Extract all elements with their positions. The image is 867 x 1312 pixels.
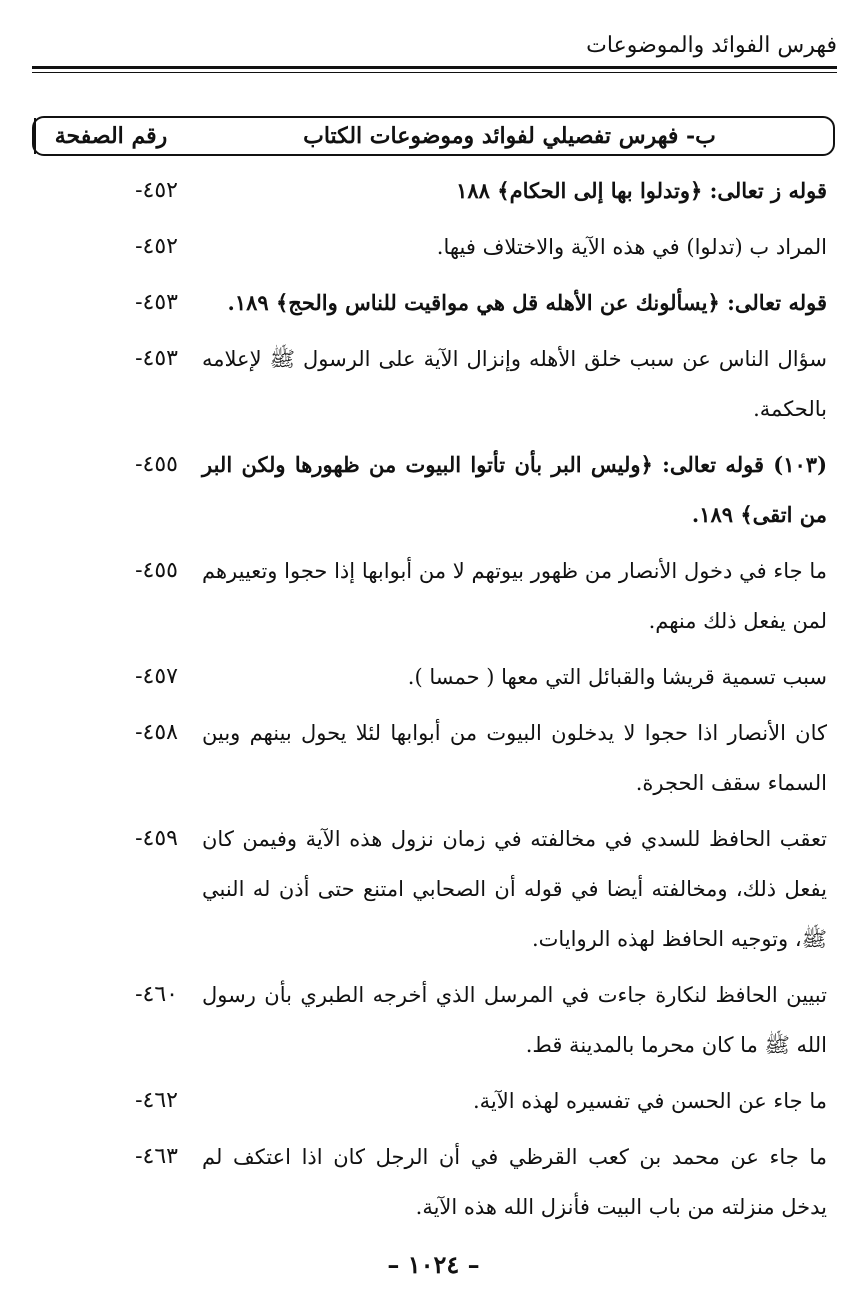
list-item [32, 278, 835, 328]
table-header [32, 116, 835, 156]
page-number: – ١٠٢٤ – [387, 1250, 480, 1279]
list-item [32, 1076, 835, 1126]
entry-page-number: ٤٥٢- [135, 178, 178, 203]
list-item [32, 1132, 835, 1232]
entry-page-number: ٤٦٣- [135, 1144, 178, 1169]
entry-text: سؤال الناس عن سبب خلق الأهله وإنزال الآية على الرسول ﷺ لإعلامه بالحكمة. [202, 347, 827, 421]
entry-page-number: ٤٦٠- [135, 982, 178, 1007]
entry-text: قوله تعالى: ﴿يسألونك عن الأهله قل هي مواقيت للناس والحج﴾ ١٨٩. [227, 290, 827, 315]
entry-text: ما جاء عن محمد بن كعب القرظي في أن الرجل كان اذا اعتكف لم يدخل منزلته من باب البيت فأنزل الله هذه الآية. [202, 1145, 827, 1219]
list-item [32, 166, 835, 216]
page-column-header: رقم الصفحة [34, 118, 186, 154]
list-item [32, 652, 835, 702]
entry-text: قوله ز تعالى: ﴿وتدلوا بها إلى الحكام﴾ ١٨٨ [456, 178, 827, 203]
entry-page-number: ٤٥٥- [135, 558, 178, 583]
header-rule-thin [32, 72, 837, 73]
entry-text: كان الأنصار اذا حجوا لا يدخلون البيوت من أبوابها لئلا يحول بينهم وبين السماء سقف الحجرة. [202, 721, 827, 795]
entry-page-number: ٤٥٣- [135, 290, 178, 315]
list-item [32, 222, 835, 272]
entry-page-number: ٤٥٩- [135, 826, 178, 851]
entry-text: ما جاء في دخول الأنصار من ظهور بيوتهم لا من أبوابها إذا حجوا وتعييرهم لمن يفعل ذلك منهم. [202, 559, 827, 633]
entry-text: سبب تسمية قريشا والقبائل التي معها ( حمسا ). [407, 665, 827, 689]
entries-list [32, 166, 835, 1238]
header-rule [32, 66, 837, 69]
list-item [32, 440, 835, 540]
title-column-header: ب- فهرس تفصيلي لفوائد وموضوعات الكتاب [303, 123, 716, 149]
list-item [32, 708, 835, 808]
entry-text: ما جاء عن الحسن في تفسيره لهذه الآية. [472, 1089, 827, 1113]
entry-text: المراد ب (تدلوا) في هذه الآية والاختلاف فيها. [436, 235, 827, 259]
entry-page-number: ٤٥٣- [135, 346, 178, 371]
entry-text: تبيين الحافظ لنكارة جاءت في المرسل الذي أخرجه الطبري بأن رسول الله ﷺ ما كان محرما بالمدينة قط. [202, 983, 827, 1057]
entry-page-number: ٤٥٢- [135, 234, 178, 259]
entry-page-number: ٤٥٨- [135, 720, 178, 745]
entry-text: (١٠٣) قوله تعالى: ﴿وليس البر بأن تأتوا البيوت من ظهورها ولكن البر من اتقى﴾ ١٨٩. [202, 452, 827, 527]
list-item [32, 814, 835, 964]
running-header: فهرس الفوائد والموضوعات [586, 33, 837, 58]
list-item [32, 334, 835, 434]
list-item [32, 970, 835, 1070]
entry-page-number: ٤٥٧- [135, 664, 178, 689]
entry-text: تعقب الحافظ للسدي في مخالفته في زمان نزول هذه الآية وفيمن كان يفعل ذلك، ومخالفته أيضا في قوله أن الصحابي امتنع حتى أذن له النبي ﷺ، وتوجيه الحافظ لهذه الروايات. [202, 827, 827, 951]
entry-page-number: ٤٥٥- [135, 452, 178, 477]
list-item [32, 546, 835, 646]
entry-page-number: ٤٦٢- [135, 1088, 178, 1113]
